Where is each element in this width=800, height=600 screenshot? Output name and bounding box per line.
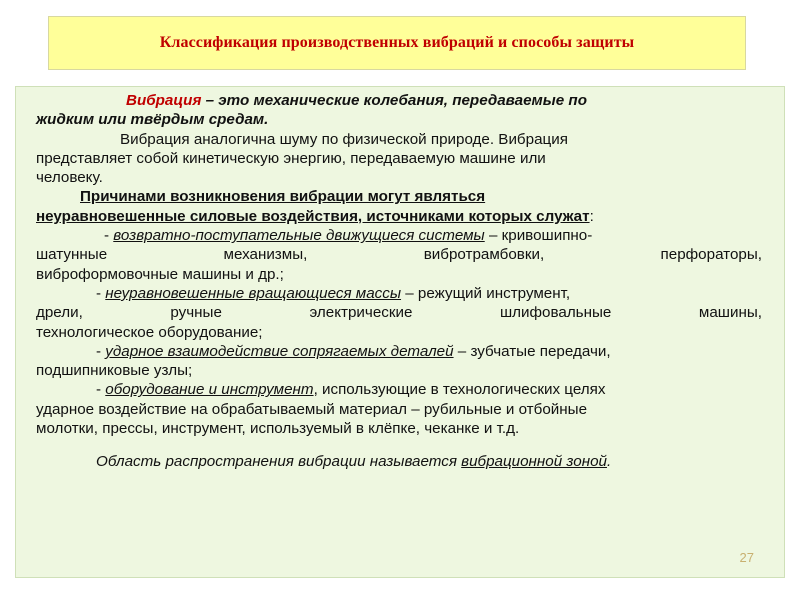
item-2-line-3: технологическое оборудование; bbox=[36, 323, 263, 341]
definition-line-1 bbox=[36, 91, 762, 110]
causes-colon: : bbox=[589, 207, 594, 225]
item-1-line-3: виброформовочные машины и др.; bbox=[36, 265, 284, 283]
item-3-rest: – зубчатые передачи, bbox=[453, 342, 611, 360]
item-3-dash: - bbox=[96, 342, 106, 360]
item-2-dash: - bbox=[96, 284, 106, 302]
item-2-line-1 bbox=[36, 284, 762, 303]
causes-line-2 bbox=[36, 207, 762, 226]
item-3-line-2: подшипниковые узлы; bbox=[36, 362, 193, 380]
content-panel bbox=[15, 86, 785, 578]
footer-period: . bbox=[606, 453, 612, 471]
item-2-rest: – режущий инструмент, bbox=[401, 284, 571, 302]
nature-line-1: Вибрация аналогична шуму по физической природе. Вибрация bbox=[120, 130, 568, 148]
item-3-line-1 bbox=[36, 342, 762, 361]
item-1-dash: - bbox=[104, 227, 114, 245]
item-4-line-3: молотки, прессы, инструмент, используемый в клёпке, чеканке и т.д. bbox=[36, 420, 520, 438]
causes-line-2-text: неуравновешенные силовые воздействия, источниками которых служат bbox=[36, 207, 590, 225]
item-1-line-1 bbox=[36, 226, 762, 245]
item-2-term: неуравновешенные вращающиеся массы bbox=[105, 284, 402, 302]
item-4-term: оборудование и инструмент bbox=[105, 381, 314, 399]
definition-rest: – это механические колебания, передаваемые по bbox=[201, 92, 587, 109]
item-3-term: ударное взаимодействие сопрягаемых деталей bbox=[105, 342, 454, 360]
item-1-line-2: шатунные механизмы, вибротрамбовки, перфораторы, bbox=[36, 246, 762, 264]
spacer bbox=[36, 438, 762, 452]
item-1-term: возвратно-поступательные движущиеся системы bbox=[113, 227, 485, 245]
slide-title-bar bbox=[48, 16, 746, 70]
nature-line-2: представляет собой кинетическую энергию, передаваемую машине или bbox=[36, 149, 546, 167]
causes-line-1: Причинами возникновения вибрации могут являться bbox=[80, 188, 486, 206]
definition-term: Вибрация bbox=[126, 92, 202, 109]
footer-text: Область распространения вибрации называется bbox=[96, 453, 462, 471]
slide-title: Классификация производственных вибраций и способы защиты bbox=[159, 34, 635, 51]
definition-line-2: жидким или твёрдым средам. bbox=[36, 111, 269, 129]
item-2-line-2: дрели, ручные электрические шлифовальные машины, bbox=[36, 304, 762, 322]
footer-line bbox=[36, 452, 762, 471]
item-4-dash: - bbox=[96, 381, 106, 399]
item-4-line-1 bbox=[36, 380, 762, 399]
item-4-rest: , использующие в технологических целях bbox=[313, 381, 606, 399]
nature-line-3: человеку. bbox=[36, 169, 103, 187]
page-number: 27 bbox=[739, 549, 754, 565]
item-4-line-2: ударное воздействие на обрабатываемый материал – рубильные и отбойные bbox=[36, 400, 588, 418]
item-1-rest: – кривошипно- bbox=[484, 227, 593, 245]
footer-term: вибрационной зоной bbox=[461, 453, 607, 471]
